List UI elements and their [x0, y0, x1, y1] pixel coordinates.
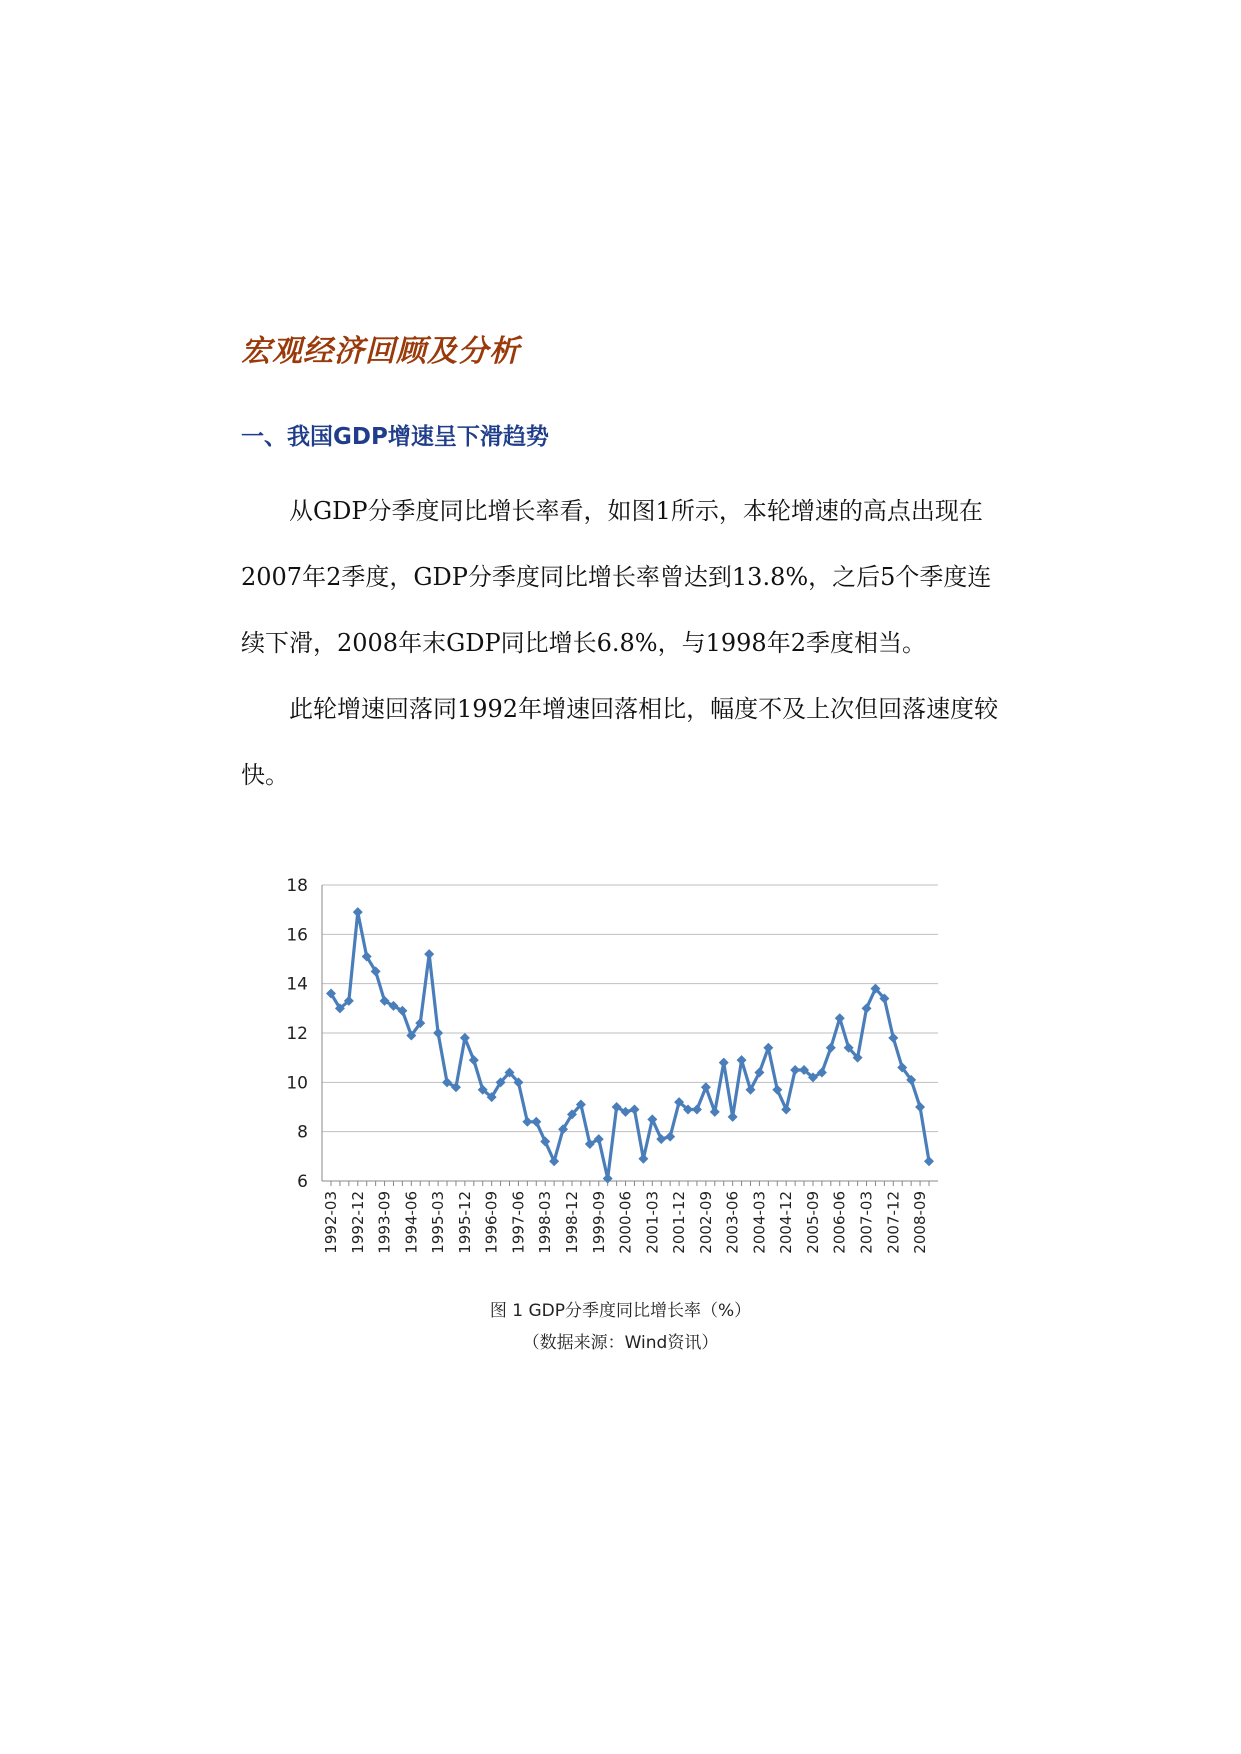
x-tick-label: 2006-06: [830, 1191, 849, 1254]
subsection-title: 一、我国GDP增速呈下滑趋势: [241, 424, 549, 450]
y-tick-label: 14: [286, 974, 308, 995]
data-point: [888, 1033, 898, 1043]
x-tick-label: 2001-12: [670, 1191, 689, 1254]
data-point: [460, 1033, 470, 1043]
data-point: [469, 1055, 479, 1065]
x-tick-label: 2002-09: [696, 1191, 715, 1254]
data-point: [629, 1104, 639, 1114]
data-point: [692, 1104, 702, 1114]
data-point: [862, 1003, 872, 1013]
data-point: [424, 949, 434, 959]
x-tick-label: 2007-03: [857, 1191, 876, 1254]
gdp-growth-chart: [270, 875, 960, 1275]
figure-caption: 图 1 GDP分季度同比增长率（%）: [489, 1301, 752, 1321]
x-tick-label: 1992-03: [322, 1191, 340, 1254]
data-point: [835, 1013, 845, 1023]
series-line: [331, 912, 929, 1178]
x-tick-label: 1994-06: [402, 1191, 421, 1254]
x-tick-label: 1992-12: [348, 1191, 367, 1254]
paragraph-1: 从GDP分季度同比增长率看，如图1所示，本轮增速的高点出现在2007年2季度，GDP分季度同比增长率曾达到13.8%，之后5个季度连续下滑，2008年末GDP同比增长6.8%，与1998年2季度相当。: [241, 497, 992, 657]
data-point: [638, 1154, 648, 1164]
x-tick-label: 2000-06: [616, 1191, 635, 1254]
paragraph-2: 此轮增速回落同1992年增速回落相比，幅度不及上次但回落速度较快。: [241, 695, 999, 789]
y-tick-label: 16: [286, 925, 308, 946]
data-point: [549, 1156, 559, 1166]
x-tick-label: 1993-09: [375, 1191, 394, 1254]
y-tick-label: 12: [286, 1024, 308, 1044]
data-point: [772, 1085, 782, 1095]
data-point: [656, 1134, 666, 1144]
x-tick-label: 1999-09: [589, 1191, 608, 1254]
data-point: [701, 1082, 711, 1092]
data-point: [737, 1055, 747, 1065]
y-tick-label: 10: [286, 1073, 308, 1094]
x-tick-label: 2008-09: [911, 1191, 930, 1254]
x-tick-label: 2004-03: [750, 1191, 769, 1254]
data-point: [826, 1043, 836, 1053]
data-point: [781, 1104, 791, 1114]
x-tick-label: 1995-03: [429, 1191, 448, 1254]
x-tick-label: 2001-03: [643, 1191, 662, 1254]
data-point: [790, 1065, 800, 1075]
data-point: [924, 1156, 934, 1166]
section-title: 宏观经济回顾及分析: [241, 334, 520, 369]
x-tick-label: 1996-09: [482, 1191, 501, 1254]
x-tick-label: 2003-06: [723, 1191, 742, 1254]
data-point: [540, 1137, 550, 1147]
data-point: [603, 1174, 613, 1184]
data-point: [710, 1107, 720, 1117]
x-tick-label: 1995-12: [455, 1191, 474, 1254]
chart-svg: [270, 875, 960, 1275]
figure-source: （数据来源：Wind资讯）: [522, 1333, 719, 1353]
data-point: [665, 1132, 675, 1142]
data-point: [522, 1117, 532, 1127]
y-tick-label: 18: [286, 876, 308, 896]
data-point: [728, 1112, 738, 1122]
x-tick-label: 2007-12: [884, 1191, 903, 1254]
x-tick-label: 1997-06: [509, 1191, 528, 1254]
data-point: [719, 1058, 729, 1068]
data-point: [763, 1043, 773, 1053]
data-point: [353, 907, 363, 917]
data-point: [647, 1114, 657, 1124]
data-point: [433, 1028, 443, 1038]
y-tick-label: 6: [297, 1172, 308, 1192]
x-tick-label: 1998-03: [536, 1191, 555, 1254]
x-tick-label: 1998-12: [562, 1191, 581, 1254]
data-point: [531, 1117, 541, 1127]
x-tick-label: 2005-09: [803, 1191, 822, 1254]
x-tick-label: 2004-12: [777, 1191, 796, 1254]
y-tick-label: 8: [297, 1122, 308, 1143]
data-point: [915, 1102, 925, 1112]
